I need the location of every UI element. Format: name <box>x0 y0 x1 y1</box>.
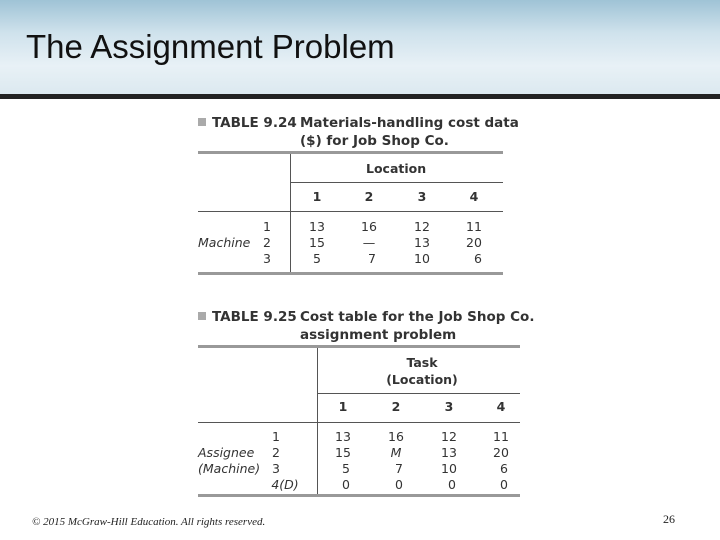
table-cell: 13 <box>309 219 325 234</box>
bullet-square-icon <box>198 312 206 320</box>
caption-line-2: ($) for Job Shop Co. <box>300 133 449 149</box>
column-header: 3 <box>417 189 427 204</box>
table-cell: 12 <box>441 429 457 444</box>
top-rule <box>198 151 503 154</box>
column-header: 1 <box>312 189 322 204</box>
row-label: 1 <box>272 429 280 444</box>
table-cell: 16 <box>388 429 404 444</box>
table-cell: 7 <box>395 461 403 476</box>
table-cell: 13 <box>414 235 430 250</box>
table-cell: 20 <box>493 445 509 460</box>
copyright-footer: © 2015 McGraw-Hill Education. All rights reserved. <box>32 516 266 528</box>
vertical-rule <box>317 348 318 495</box>
table-label: TABLE 9.25 <box>212 309 297 325</box>
table-cell: 0 <box>500 477 508 492</box>
table-label: TABLE 9.24 <box>212 115 297 131</box>
table-cell: 12 <box>414 219 430 234</box>
column-header: 2 <box>364 189 374 204</box>
table-cell: 5 <box>313 251 321 266</box>
table-cell: 10 <box>441 461 457 476</box>
top-rule <box>198 345 520 348</box>
table-cell: 11 <box>466 219 482 234</box>
row-label: 3 <box>272 461 280 476</box>
header-rule <box>198 422 520 423</box>
header-rule <box>198 211 503 212</box>
row-label: 1 <box>263 219 271 234</box>
table-cell: 15 <box>309 235 325 250</box>
table-cell: 20 <box>466 235 482 250</box>
row-group-label-line-1: Assignee <box>198 445 255 460</box>
table-cell: — <box>362 235 376 250</box>
slide-title: The Assignment Problem <box>26 28 395 65</box>
group-header: Location <box>366 161 427 176</box>
row-label: 4(D) <box>271 477 299 492</box>
caption-line-1: Cost table for the Job Shop Co. <box>300 309 535 325</box>
row-label: 2 <box>263 235 271 250</box>
table-cell: 0 <box>448 477 456 492</box>
table-cell: 6 <box>474 251 482 266</box>
table-cell: 13 <box>335 429 351 444</box>
row-group-label-line-2: (Machine) <box>198 461 261 476</box>
table-cell: 10 <box>414 251 430 266</box>
table-cell: 15 <box>335 445 351 460</box>
bottom-rule <box>198 272 503 275</box>
row-label: 3 <box>263 251 271 266</box>
group-header-line-2: (Location) <box>386 372 458 387</box>
page-number: 26 <box>663 512 675 526</box>
column-header: 3 <box>444 399 454 414</box>
row-label: 2 <box>272 445 280 460</box>
title-divider <box>0 94 720 99</box>
row-group-label: Machine <box>198 235 251 250</box>
table-caption <box>198 308 534 344</box>
bullet-square-icon <box>198 118 206 126</box>
table-cell: 11 <box>493 429 509 444</box>
column-header: 4 <box>496 399 506 414</box>
caption-line-2: assignment problem <box>300 327 457 343</box>
vertical-rule <box>290 154 291 274</box>
group-rule <box>317 393 520 394</box>
column-header: 1 <box>338 399 348 414</box>
table-cell: 0 <box>395 477 403 492</box>
group-header-line-1: Task <box>406 355 438 370</box>
table-cell: M <box>390 445 402 460</box>
column-header: 4 <box>469 189 479 204</box>
caption-line-1: Materials-handling cost data <box>300 115 519 131</box>
table-cell: 0 <box>342 477 350 492</box>
table-cell: 6 <box>500 461 508 476</box>
table-cell: 16 <box>361 219 377 234</box>
group-rule <box>290 182 503 183</box>
column-header: 2 <box>391 399 401 414</box>
table-caption <box>198 114 519 150</box>
table-cell: 7 <box>368 251 376 266</box>
table-cell: 13 <box>441 445 457 460</box>
table-cell: 5 <box>342 461 350 476</box>
bottom-rule <box>198 494 520 497</box>
